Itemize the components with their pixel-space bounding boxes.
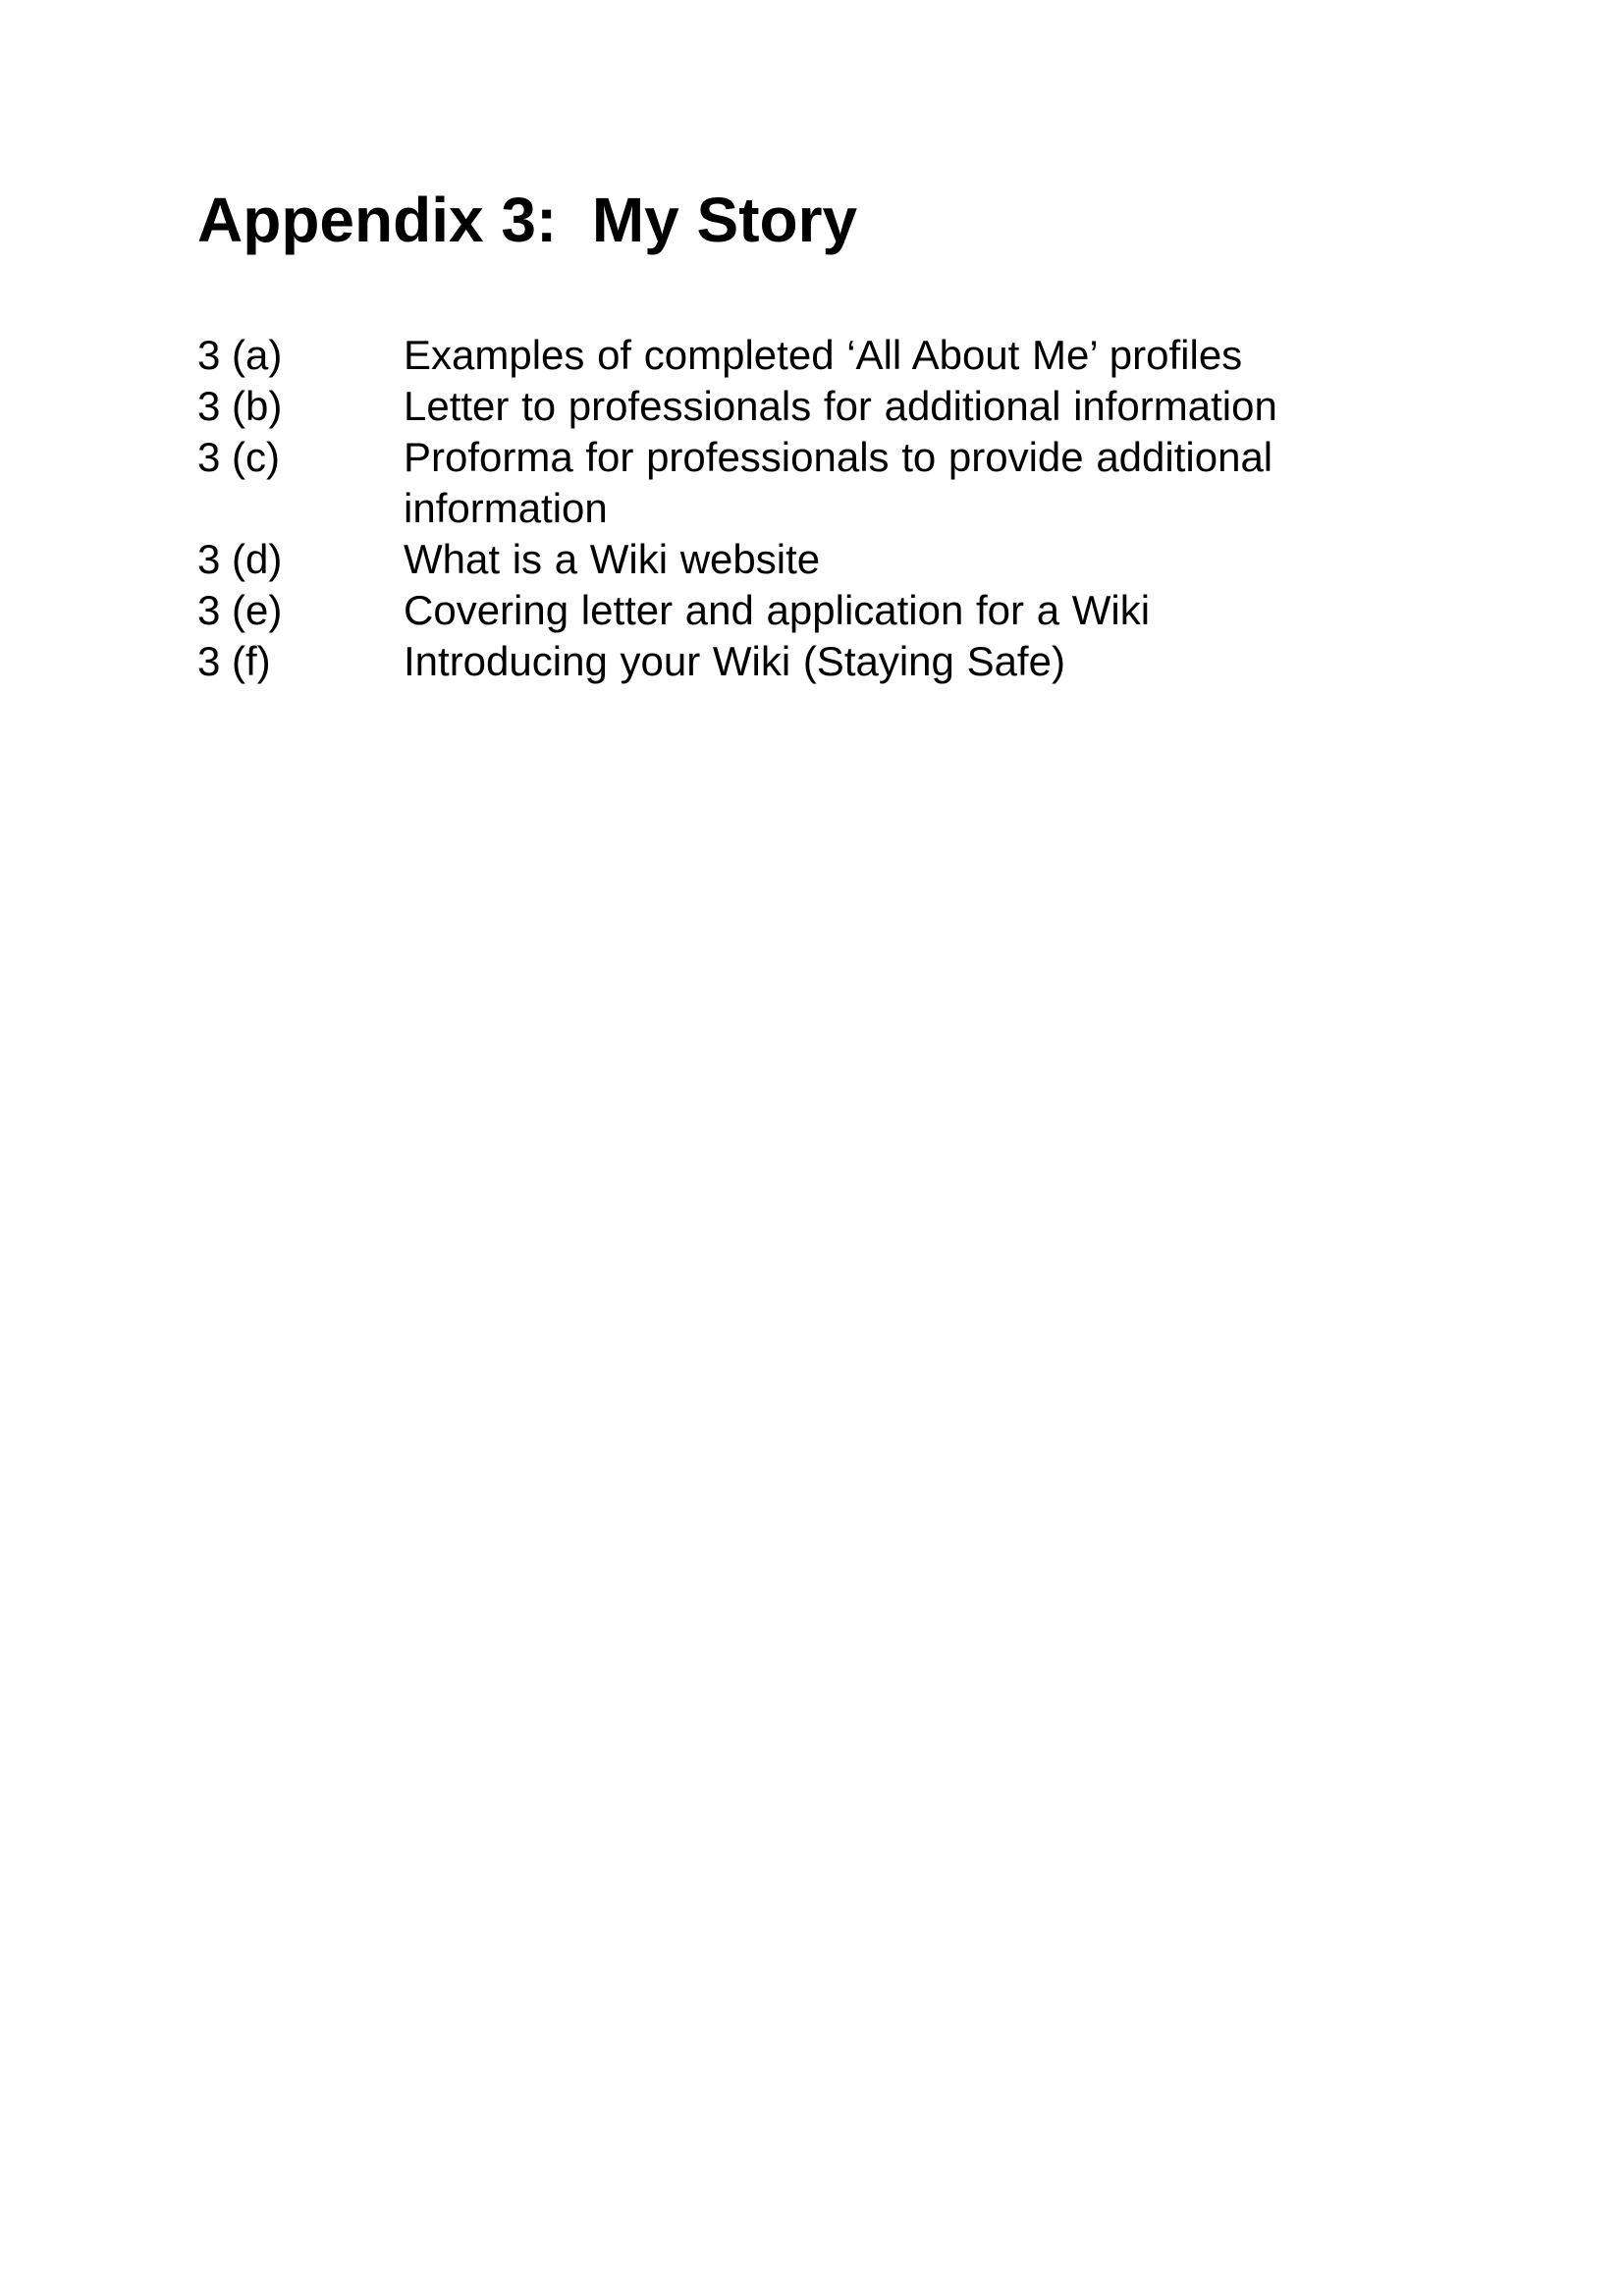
list-item xyxy=(197,534,1385,585)
item-number: 3 (c) xyxy=(197,434,280,480)
item-text: Examples of completed ‘All About Me’ profiles xyxy=(404,332,1243,378)
item-number: 3 (d) xyxy=(197,536,283,582)
item-number: 3 (f) xyxy=(197,638,271,684)
item-text: Covering letter and application for a Wiki xyxy=(404,587,1151,633)
list-item xyxy=(197,381,1385,432)
item-number: 3 (e) xyxy=(197,587,283,633)
list-item xyxy=(197,330,1385,381)
item-text: Proforma for professionals to provide additional information xyxy=(404,434,1273,531)
list-item xyxy=(197,585,1385,636)
list-item xyxy=(197,432,1385,534)
item-number: 3 (b) xyxy=(197,383,283,429)
item-text: What is a Wiki website xyxy=(404,536,821,582)
item-text: Introducing your Wiki (Staying Safe) xyxy=(404,638,1065,684)
item-number: 3 (a) xyxy=(197,332,283,378)
item-text: Letter to professionals for additional information xyxy=(404,383,1277,429)
page-title: Appendix 3: My Story xyxy=(197,185,858,255)
appendix-contents-list xyxy=(197,330,1385,687)
list-item xyxy=(197,636,1385,687)
